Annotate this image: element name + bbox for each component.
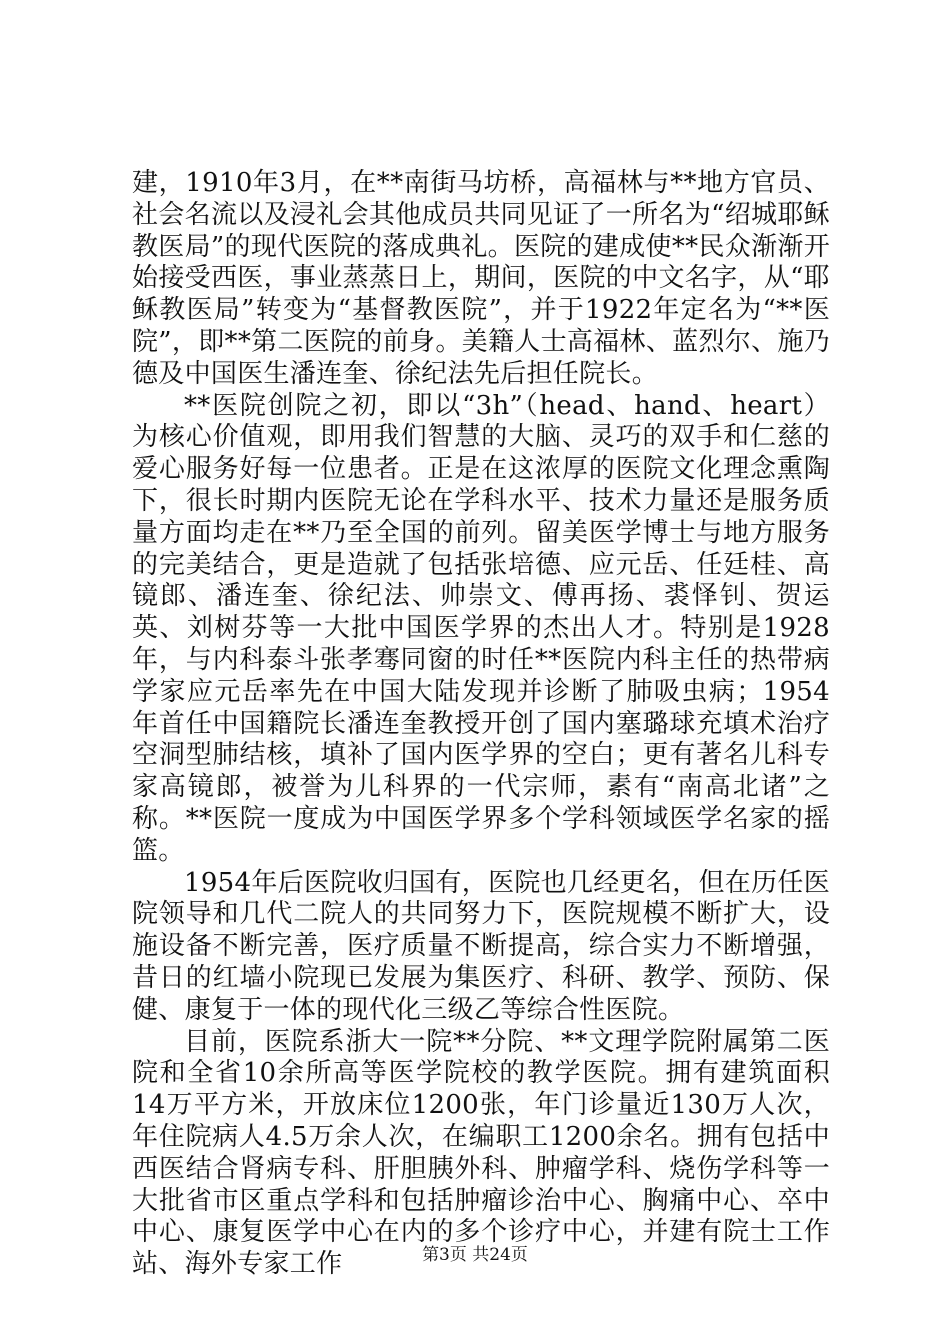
paragraph-1: 建，1910年3月，在**南街马坊桥，高福林与**地方官员、社会名流以及浸礼会其他成员共同见证了一所名为“绍城耶稣教医局”的现代医院的落成典礼。医院的建成使**民众渐渐开始接受西医，事业蒸蒸日上，期间，医院的中文名字，从“耶稣教医局”转变为“基督教医院”，并于1922年定名为“**医院”，即**第二医院的前身。美籍人士高福林、蓝烈尔、施乃德及中国医生潘连奎、徐纪法先后担任院长。 <box>132 168 830 389</box>
page-number-footer: 第3页 共24页 <box>422 1245 528 1265</box>
paragraph-2: **医院创院之初，即以“3h”（head、hand、heart）为核心价值观，即用我们智慧的大脑、灵巧的双手和仁慈的爱心服务好每一位患者。正是在这浓厚的医院文化理念熏陶下，很长时期内医院无论在学科水平、技术力量还是服务质量方面均走在**乃至全国的前列。留美医学博士与地方服务的完美结合，更是造就了包括张培德、应元岳、任廷桂、高镜郎、潘连奎、徐纪法、帅崇文、傅再扬、裘怿钊、贺运英、刘树芬等一大批中国医学界的杰出人才。特别是1928年，与内科泰斗张孝骞同窗的时任**医院内科主任的热带病学家应元岳率先在中国大陆发现并诊断了肺吸虫病；1954年首任中国籍院长潘连奎教授开创了国内塞璐球充填术治疗空洞型肺结核，填补了国内医学界的空白；更有著名儿科专家高镜郎，被誉为儿科界的一代宗师，素有“南高北诸”之称。**医院一度成为中国医学界多个学科领域医学名家的摇篮。 <box>132 390 830 866</box>
paragraph-4: 目前，医院系浙大一院**分院、**文理学院附属第二医院和全省10余所高等医学院校的教学医院。拥有建筑面积14万平方米，开放床位1200张，年门诊量近130万人次，年住院病人4.5万余人次，在编职工1200余名。拥有包括中西医结合肾病专科、肝胆胰外科、肿瘤学科、烧伤学科等一大批省市区重点学科和包括肿瘤诊治中心、胸痛中心、卒中中心、康复医学中心在内的多个诊疗中心，并建有院士工作站、海外专家工作 <box>132 1026 830 1280</box>
paragraph-3: 1954年后医院收归国有，医院也几经更名，但在历任医院领导和几代二院人的共同努力下，医院规模不断扩大，设施设备不断完善，医疗质量不断提高，综合实力不断增强，昔日的红墙小院现已发展为集医疗、科研、教学、预防、保健、康复于一体的现代化三级乙等综合性医院。 <box>132 867 830 1025</box>
document-body <box>132 168 830 1281</box>
